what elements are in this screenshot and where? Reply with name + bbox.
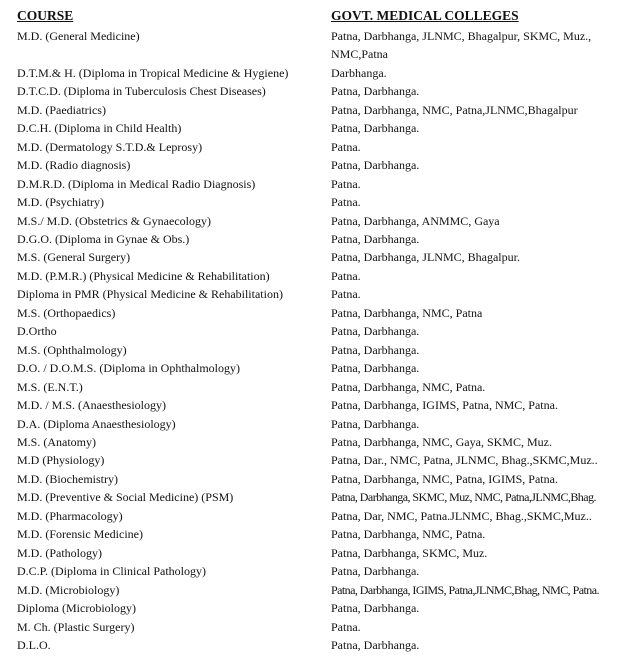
college-list: Patna, Darbhanga, NMC, Gaya, SKMC, Muz. [331,434,552,449]
college-list: Patna, Darbhanga, ANMMC, Gaya [331,213,500,228]
course-table [0,27,628,654]
college-list: Patna, Darbhanga. [331,121,420,136]
course-name: D.O. / D.O.M.S. (Diploma in Ophthalmology) [17,361,240,376]
course-name: D.L.O. [17,637,51,652]
college-list: Patna, Darbhanga. [331,416,420,431]
table-row [0,322,628,340]
course-name: M.D. (Psychiatry) [17,195,104,210]
table-row [0,64,628,82]
course-name: M.D. (P.M.R.) (Physical Medicine & Rehabilitation) [17,268,270,283]
table-row [0,341,628,359]
course-name: M. Ch. (Plastic Surgery) [17,619,135,634]
table-row [0,359,628,377]
table-row [0,433,628,451]
course-name: D.G.O. (Diploma in Gynae & Obs.) [17,231,190,246]
table-row [0,451,628,469]
college-list: Patna. [331,268,361,283]
table-row [0,544,628,562]
table-row [0,267,628,285]
course-column-header: COURSE [17,8,74,23]
college-list: Patna, Darbhanga. [331,231,420,246]
table-row [0,304,628,322]
table-row [0,193,628,211]
table-row [0,27,628,64]
college-list: Patna, Darbhanga, SKMC, Muz. [331,545,488,560]
table-row [0,470,628,488]
table-row [0,156,628,174]
table-row [0,599,628,617]
course-name: M.D. (Biochemistry) [17,471,118,486]
course-name: M.D (Physiology) [17,453,105,468]
course-name: D.T.C.D. (Diploma in Tuberculosis Chest Diseases) [17,84,266,99]
college-list: Patna, Darbhanga. [331,601,420,616]
college-list: Patna, Darbhanga, JLNMC, Bhagalpur, SKMC, Muz., NMC,Patna [331,29,592,62]
college-list: Patna, Darbhanga. [331,361,420,376]
course-name: D.M.R.D. (Diploma in Medical Radio Diagnosis) [17,176,256,191]
course-name: M.D. (Forensic Medicine) [17,527,143,542]
college-list: Patna. [331,139,361,154]
course-name: M.D. (Pathology) [17,545,102,560]
college-list: Patna, Dar., NMC, Patna, JLNMC, Bhag.,SKMC,Muz.. [331,453,598,468]
course-name: Diploma (Microbiology) [17,601,136,616]
table-row [0,618,628,636]
course-name: M.D. (Dermatology S.T.D.& Leprosy) [17,139,203,154]
college-list: Patna, Darbhanga. [331,324,420,339]
table-row [0,212,628,230]
table-row [0,562,628,580]
college-list: Patna. [331,176,361,191]
college-list: Patna, Darbhanga, NMC, Patna. [331,527,486,542]
college-list: Patna, Darbhanga, NMC, Patna. [331,379,486,394]
table-row [0,175,628,193]
college-list: Patna. [331,619,361,634]
college-list: Patna, Darbhanga, NMC, Patna,JLNMC,Bhagalpur [331,102,578,117]
college-list: Patna. [331,195,361,210]
college-list: Patna, Darbhanga. [331,342,420,357]
college-list: Patna, Darbhanga, NMC, Patna, IGIMS, Patna. [331,471,558,486]
table-row [0,248,628,266]
table-row [0,525,628,543]
course-name: M.D. (Radio diagnosis) [17,158,131,173]
table-row [0,507,628,525]
course-name: M.D. (Pharmacology) [17,508,123,523]
table-row [0,488,628,506]
course-name: M.D. / M.S. (Anaesthesiology) [17,398,166,413]
table-row [0,119,628,137]
table-row [0,396,628,414]
table-row [0,415,628,433]
college-list: Patna, Darbhanga. [331,84,420,99]
course-name: D.Ortho [17,324,57,339]
course-name: D.A. (Diploma Anaesthesiology) [17,416,176,431]
course-name: Diploma in PMR (Physical Medicine & Rehabilitation) [17,287,283,302]
table-row [0,581,628,599]
course-name: M.S. (General Surgery) [17,250,131,265]
course-name: D.C.H. (Diploma in Child Health) [17,121,182,136]
college-list: Patna, Darbhanga, IGIMS, Patna,JLNMC,Bhag, NMC, Patna. [331,582,599,597]
college-list: Patna, Dar, NMC, Patna.JLNMC, Bhag.,SKMC,Muz.. [331,508,592,523]
course-name: M.D. (General Medicine) [17,29,140,43]
table-row [0,138,628,156]
college-list: Patna, Darbhanga. [331,637,420,652]
course-name: M.D. (Preventive & Social Medicine) (PSM) [17,490,234,505]
course-name: M.D. (Paediatrics) [17,102,106,117]
table-row [0,230,628,248]
college-list: Patna, Darbhanga, NMC, Patna [331,305,483,320]
course-name: D.T.M.& H. (Diploma in Tropical Medicine & Hygiene) [17,65,289,80]
college-list: Patna, Darbhanga, IGIMS, Patna, NMC, Patna. [331,398,558,413]
college-list: Patna. [331,287,361,302]
table-row [0,285,628,303]
course-name: M.S. (E.N.T.) [17,379,83,394]
table-row [0,82,628,100]
table-header [0,6,628,26]
course-name: M.S. (Orthopaedics) [17,305,116,320]
college-list: Darbhanga. [331,65,387,80]
course-name: M.D. (Microbiology) [17,582,120,597]
table-row [0,101,628,119]
college-list: Patna, Darbhanga. [331,158,420,173]
course-name: M.S. (Anatomy) [17,434,96,449]
college-list: Patna, Darbhanga, SKMC, Muz, NMC, Patna,JLNMC,Bhag. [331,490,596,505]
colleges-column-header: GOVT. MEDICAL COLLEGES [331,8,519,23]
course-name: D.C.P. (Diploma in Clinical Pathology) [17,564,206,579]
college-list: Patna, Darbhanga. [331,564,420,579]
table-row [0,636,628,654]
course-name: M.S. (Ophthalmology) [17,342,127,357]
course-name: M.S./ M.D. (Obstetrics & Gynaecology) [17,213,211,228]
college-list: Patna, Darbhanga, JLNMC, Bhagalpur. [331,250,520,265]
table-row [0,378,628,396]
